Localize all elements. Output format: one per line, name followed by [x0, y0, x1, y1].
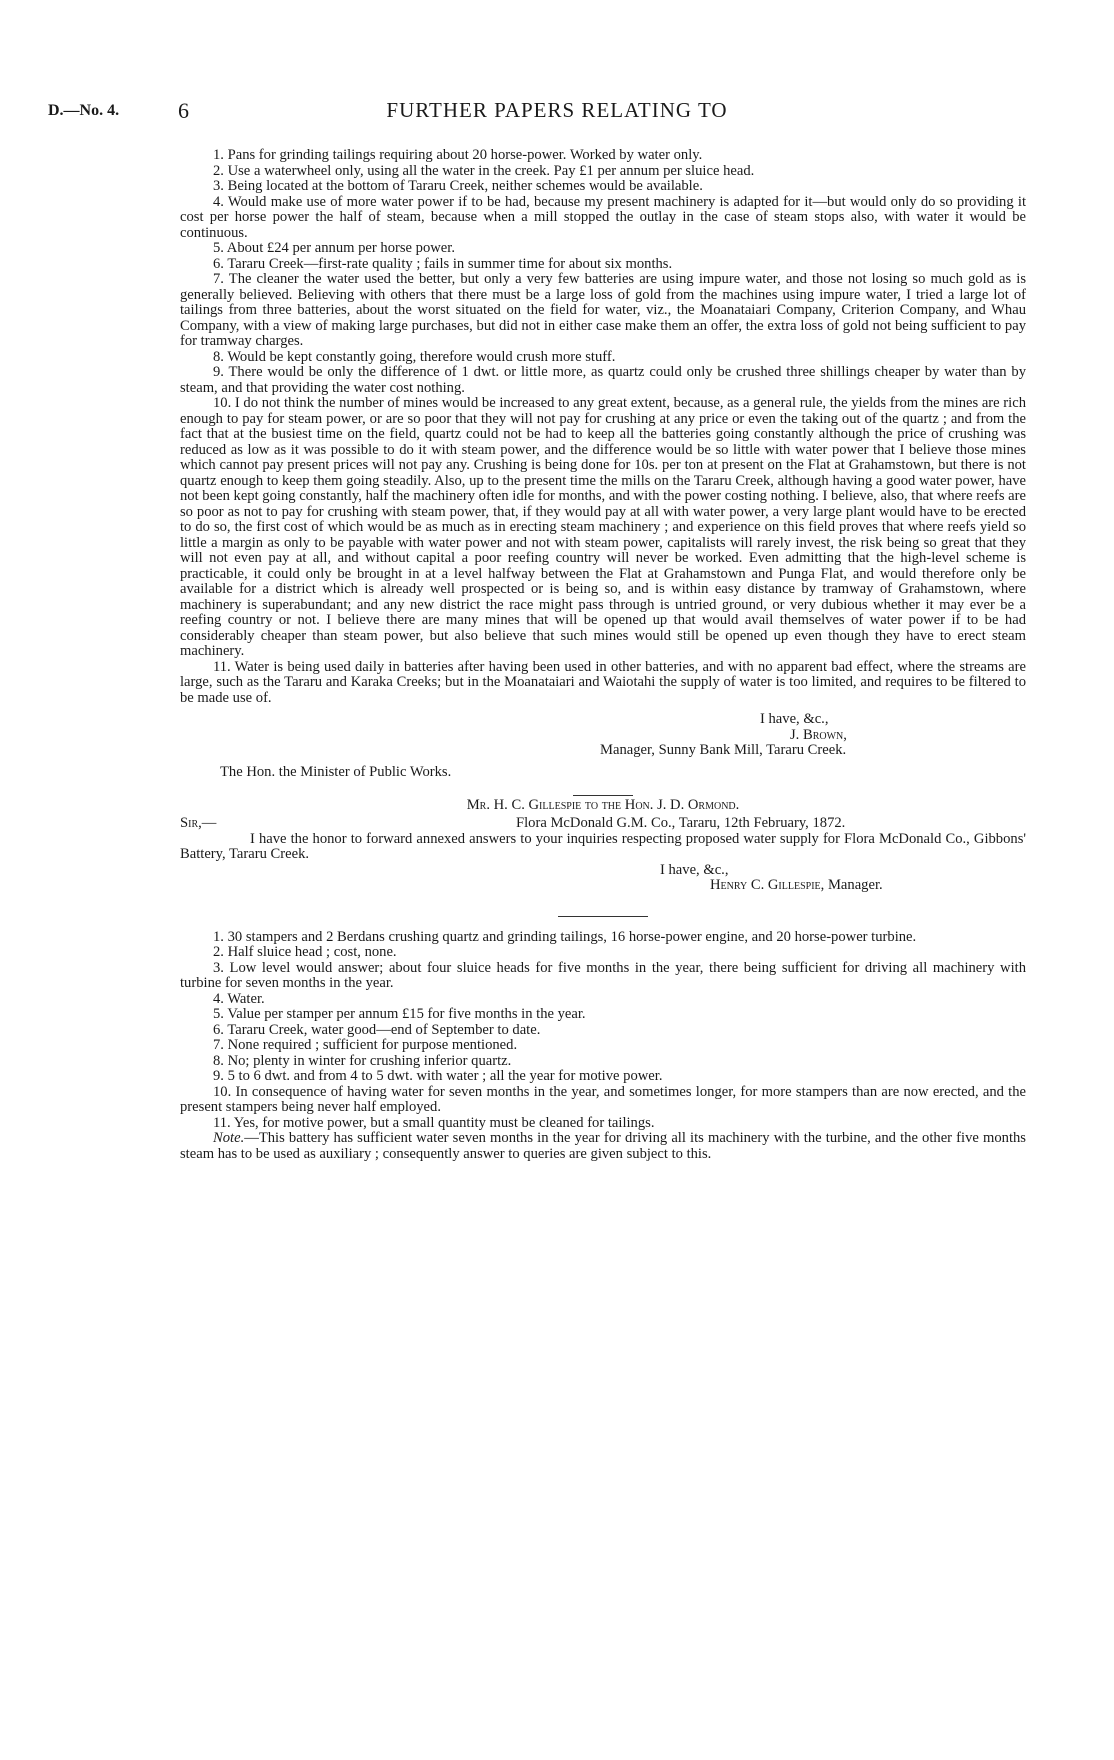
letter-one-answers: [180, 148, 1026, 706]
answer-paragraph: 6. Tararu Creek—first-rate quality ; fails in summer time for about six months.: [213, 255, 673, 272]
salutation-row: [180, 816, 1026, 832]
signature-line: [180, 878, 1026, 894]
closing-line: I have, &c.,: [760, 711, 829, 727]
answer-paragraph: 8. Would be kept constantly going, therefore would crush more stuff.: [213, 348, 616, 365]
answer-paragraph: 3. Being located at the bottom of Tararu Creek, neither schemes would be available.: [213, 178, 703, 194]
answer-paragraph: 1. 30 stampers and 2 Berdans crushing quartz and grinding tailings, 16 horse-power engine, and 20 horse-power turbine.: [213, 928, 917, 945]
signature: Henry C. Gillespie,: [710, 877, 825, 893]
answer-paragraph: 2. Use a waterwheel only, using all the water in the creek. Pay £1 per annum per sluice head.: [213, 162, 755, 179]
answer-paragraph: 11. Water is being used daily in batteries after having been used in other batteries, and with no apparent bad effect, where the streams are large, such as the Tararu and Karaka Creeks; but in the Moanataiari and Waiotahi the supply of water is too limited, and requires to be filtered to be made use of.: [180, 658, 1026, 706]
section-divider: [180, 788, 1026, 792]
answer-paragraph: 2. Half sluice head ; cost, none.: [213, 944, 397, 960]
note-text: —This battery has sufficient water seven months in the year for driving all its machinery with the turbine, and the other five months steam has to be used as auxiliary ; consequently answer to queries are given subject to this.: [180, 1130, 1026, 1162]
answer-paragraph: 6. Tararu Creek, water good—end of September to date.: [213, 1021, 541, 1038]
page-title: FURTHER PAPERS RELATING TO: [386, 98, 728, 122]
place-date: Flora McDonald G.M. Co., Tararu, 12th February, 1872.: [516, 814, 846, 831]
answer-paragraph: 10. I do not think the number of mines would be increased to any great extent, because, as a general rule, the yields from the mines are rich enough to pay for steam power, or are so poor that they will not pay for crushing at any price or even the taking out of the quartz ; and from the fact that at the busiest time on the field, quartz could not be had to keep all the batteries going constantly although the price of crushing was reduced as low as it was possible to do it with steam power, and the difference would be so little with water power that I believe those mines which cannot pay present prices will not pay any. Crushing is being done for 10s. per ton at present on the Flat at Grahamstown, but there is not quartz enough to keep them going steadily. Also, up to the present time the mills on the Tararu Creek, although having a good water power, have not been kept going constantly, half the machinery often idle for months, and with the power costing nothing. I believe, also, that where reefs are so poor as not to pay for crushing with steam power, that, if they would pay at all with water power, a very large plant would have to be erected to do so, the first cost of which would be as much as in erecting steam machinery ; and experience on this field proves that where reefs yield so little a margin as only to be payable with water power and not with steam power, capitalists will rarely invest, the risk being so great that they will not even pay at all, and without capital a poor reefing country will never be worked. Even admitting that the high-level scheme is practicable, it could only be brought in at a level halfway between the Flat at Grahamstown and Punga Flat, and would therefore only be available for a district which is already well prospected or is being so, and is within easy distance by tramway of Grahamstown, where machinery is superabundant; and any new district the race might pass through is untried ground, or very dubious whether it may ever be a reefing country or not. I believe there are many mines that will be opened up that would avail themselves of water power if to be had considerably cheaper than steam power, but also believe that such mines would still be opened up even though they have to erect steam machinery.: [180, 395, 1026, 659]
running-head: [48, 98, 1066, 126]
answer-paragraph: 1. Pans for grinding tailings requiring about 20 horse-power. Worked by water only.: [213, 147, 703, 163]
answer-paragraph: 7. The cleaner the water used the better, but only a very few batteries are using impure water, and those not losing so much gold as is generally believed. Believing with others that there must be a large loss of gold from the machines using impure water, I tried a large lot of tailings from three batteries, about the worst situated on the field for water, viz., the Moanataiari Company, Criterion Company, and Whau Company, with a view of making large purchases, but did not in either case make them an offer, the extra loss of gold not being sufficient to pay for tramway charges.: [180, 271, 1026, 349]
note-label: Note.: [213, 1130, 245, 1146]
letter-two-answers: [180, 930, 1026, 1163]
closing-line: I have, &c.,: [660, 861, 729, 878]
answer-paragraph: 11. Yes, for motive power, but a small quantity must be cleaned for tailings.: [213, 1114, 655, 1131]
salutation: Sir,—: [180, 814, 217, 831]
answer-paragraph: 8. No; plenty in winter for crushing inferior quartz.: [213, 1052, 512, 1069]
document-reference: D.—No. 4.: [48, 102, 120, 119]
answer-paragraph: 4. Water.: [213, 990, 265, 1007]
letter-body: I have the honor to forward annexed answers to your inquiries respecting proposed water supply for Flora McDonald Co., Gibbons' Battery, Tararu Creek.: [180, 830, 1026, 862]
letter-heading: Mr. H. C. Gillespie to the Hon. J. D. Ormond.: [466, 797, 740, 813]
section-divider: [180, 906, 1026, 910]
signature: J. Brown,: [790, 726, 847, 743]
note-paragraph: [180, 1131, 1026, 1162]
page-number: 6: [178, 98, 189, 123]
answer-paragraph: 3. Low level would answer; about four sluice heads for five months in the year, there being sufficient for driving all machinery with turbine for seven months in the year.: [180, 959, 1026, 991]
letter-two-signature-block: [180, 863, 1026, 894]
signer-title: Manager, Sunny Bank Mill, Tararu Creek.: [600, 742, 847, 758]
answer-paragraph: 10. In consequence of having water for seven months in the year, and sometimes longer, for more stampers than are now erected, and the present stampers being never half employed.: [180, 1083, 1026, 1115]
answer-paragraph: 7. None required ; sufficient for purpose mentioned.: [213, 1037, 518, 1053]
answer-paragraph: 9. There would be only the difference of 1 dwt. or little more, as quartz could only be crushed three shillings cheaper by water than by steam, and that providing the water cost nothing.: [180, 364, 1026, 396]
addressee: The Hon. the Minister of Public Works.: [220, 763, 452, 780]
document-body: [180, 148, 1026, 1162]
answer-paragraph: 9. 5 to 6 dwt. and from 4 to 5 dwt. with water ; all the year for motive power.: [213, 1068, 663, 1084]
answer-paragraph: 4. Would make use of more water power if to be had, because my present machinery is adapted for it—but would only do so providing it cost per horse power the half of steam, because when a mill stopped the outlay in the case of steam stops also, with water it would be continuous.: [180, 193, 1026, 241]
answer-paragraph: 5. Value per stamper per annum £15 for five months in the year.: [213, 1006, 586, 1022]
answer-paragraph: 5. About £24 per annum per horse power.: [213, 240, 455, 256]
letter-one-signature-block: [180, 712, 1026, 759]
signer-title: Manager.: [827, 877, 883, 893]
